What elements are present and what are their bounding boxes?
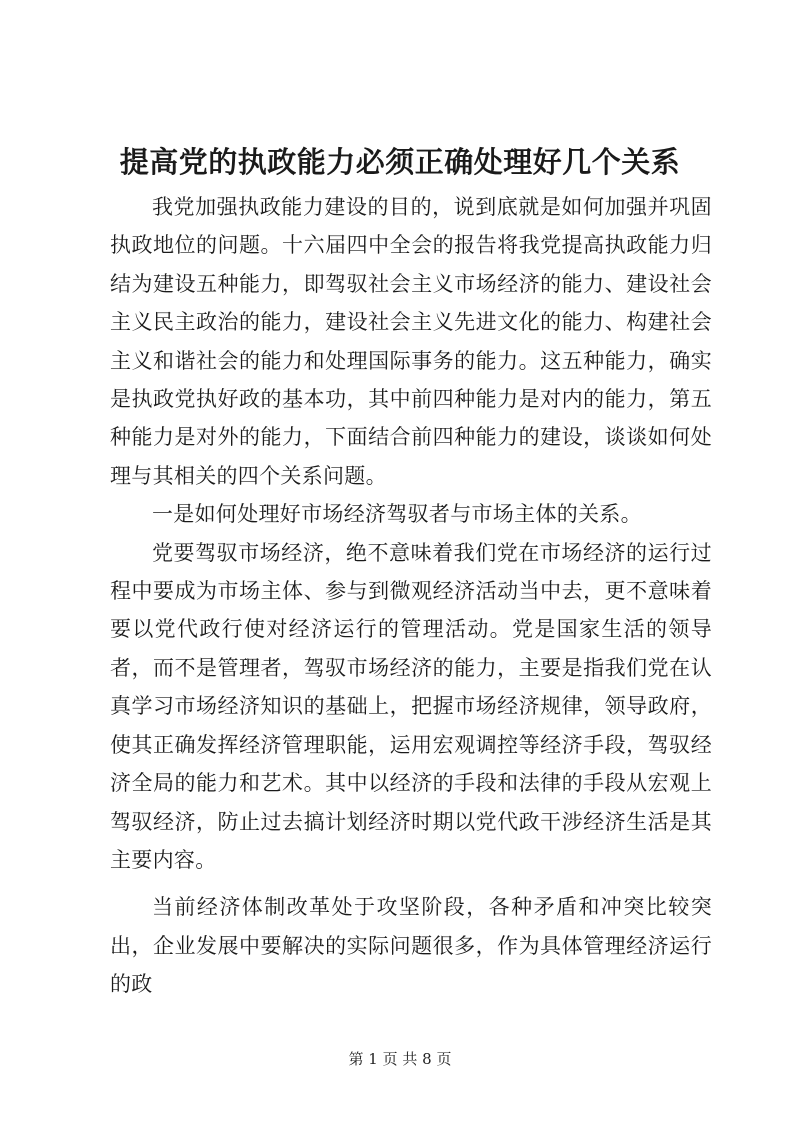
document-title: 提高党的执政能力必须正确处理好几个关系 [119,145,681,179]
paragraph-reform: 当前经济体制改革处于攻坚阶段，各种矛盾和冲突比较突出，企业发展中要解决的实际问题很多，作为具体管理经济运行的政 [110,895,712,997]
document-body [110,188,712,1004]
page-footer: 第 1 页 共 8 页 [348,1050,452,1068]
paragraph-heading-one: 一是如何处理好市场经济驾驭者与市场主体的关系。 [152,502,642,527]
paragraph-intro: 我党加强执政能力建设的目的，说到底就是如何加强并巩固执政地位的问题。十六届四中全会的报告将我党提高执政能力归结为建设五种能力，即驾驭社会主义市场经济的能力、建设社会主义民主政治的能力，建设社会主义先进文化的能力、构建社会主义和谐社会的能力和处理国际事务的能力。这五种能力，确实是执政党执好政的基本功，其中前四种能力是对内的能力，第五种能力是对外的能力，下面结合前四种能力的建设，谈谈如何处理与其相关的四个关系问题。 [110,195,712,488]
paragraph-market-economy: 党要驾驭市场经济，绝不意味着我们党在市场经济的运行过程中要成为市场主体、参与到微观经济活动当中去，更不意味着要以党代政行使对经济运行的管理活动。党是国家生活的领导者，而不是管理者，驾驭市场经济的能力，主要是指我们党在认真学习市场经济知识的基础上，把握市场经济规律，领导政府，使其正确发挥经济管理职能，运用宏观调控等经济手段，驾驭经济全局的能力和艺术。其中以经济的手段和法律的手段从宏观上驾驭经济，防止过去搞计划经济时期以党代政干涉经济生活是其主要内容。 [110,540,712,872]
